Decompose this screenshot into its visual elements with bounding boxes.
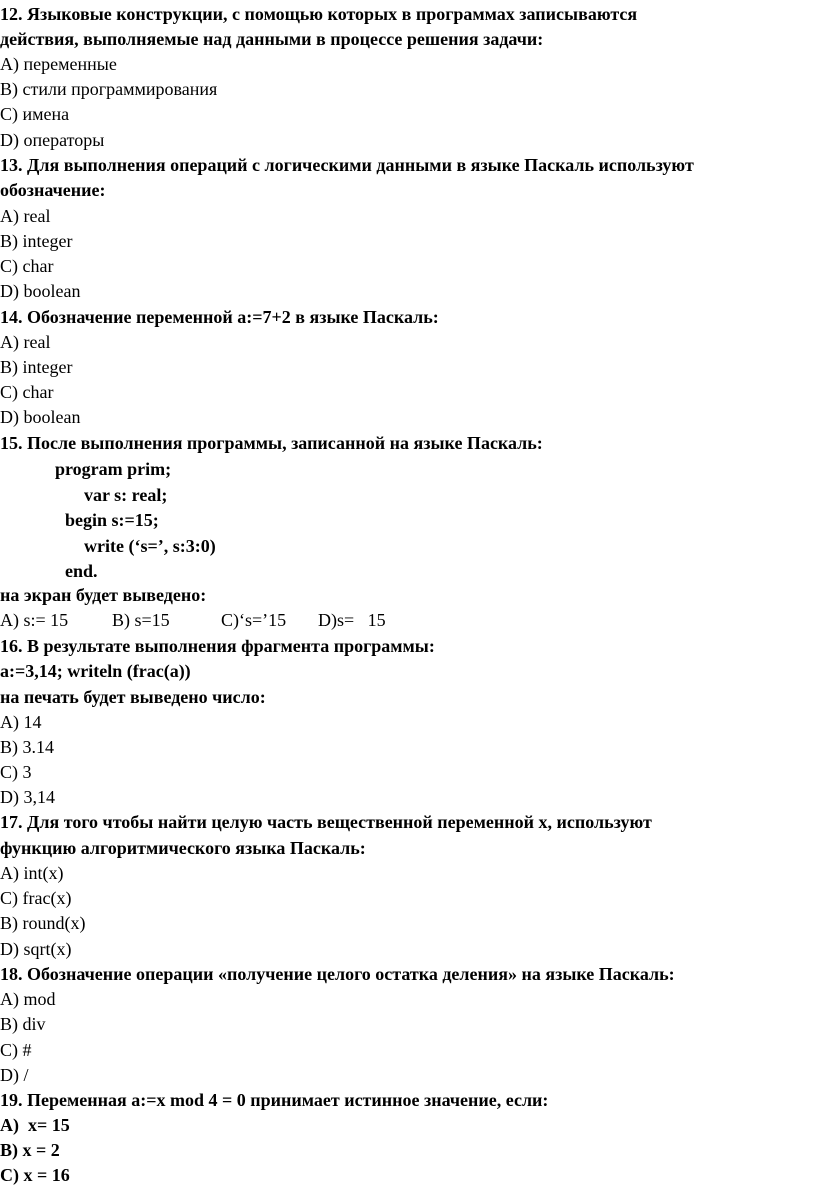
q15-code-line5: end. [65,561,98,581]
q16-option-b: B) 3.14 [0,737,54,757]
q14-option-b: B) integer [0,357,73,377]
q17-title-line2: функцию алгоритмического языка Паскаль: [0,838,366,858]
q12-option-d: D) операторы [0,130,105,150]
q16-option-d: D) 3,14 [0,787,55,807]
q15-option-b: B) s=15 [112,610,170,630]
q16-code: a:=3,14; writeln (frac(a)) [0,661,191,681]
q13-option-b: B) integer [0,231,73,251]
q13-title-line1: 13. Для выполнения операций с логическими данными в языке Паскаль используют [0,155,694,175]
q13-title-line2: обозначение: [0,180,106,200]
q17-title-line1: 17. Для того чтобы найти целую часть вещественной переменной х, используют [0,812,652,832]
q15-option-c: C)‘s=’15 [221,610,287,630]
q12-title-line1: 12. Языковые конструкции, с помощью которых в программах записываются [0,4,638,24]
q19-option-c: C) x = 16 [0,1165,70,1185]
q15-code-line3: begin s:=15; [65,510,159,530]
q18-option-a: A) mod [0,989,56,1009]
q16-title: 16. В результате выполнения фрагмента программы: [0,636,435,656]
q12-option-b: B) стили программирования [0,79,218,99]
q13-option-a: A) real [0,206,51,226]
q14-option-a: A) real [0,332,51,352]
q18-option-b: B) div [0,1014,46,1034]
q16-option-a: A) 14 [0,712,42,732]
q15-title: 15. После выполнения программы, записанной на языке Паскаль: [0,433,543,453]
q12-option-c: C) имена [0,104,70,124]
q17-option-b: B) round(x) [0,913,86,933]
q16-prompt: на печать будет выведено число: [0,687,266,707]
q18-option-c: C) # [0,1040,32,1060]
q19-title: 19. Переменная а:=x mod 4 = 0 принимает истинное значение, если: [0,1090,549,1110]
q16-option-c: C) 3 [0,762,32,782]
q15-option-d: D)s= 15 [318,610,386,630]
q15-code-line4: write (‘s=’, s:3:0) [84,536,216,556]
q18-option-d: D) / [0,1065,29,1085]
q15-option-a: A) s:= 15 [0,610,69,630]
q15-code-line2: var s: real; [84,485,168,505]
q13-option-c: C) char [0,256,54,276]
q19-option-b: B) x = 2 [0,1140,60,1160]
q14-option-d: D) boolean [0,407,81,427]
q15-prompt: на экран будет выведено: [0,585,207,605]
q12-title-line2: действия, выполняемые над данными в процессе решения задачи: [0,29,544,49]
q19-option-a: A) x= 15 [0,1115,70,1135]
q18-title: 18. Обозначение операции «получение целого остатка деления» на языке Паскаль: [0,964,675,984]
q17-option-a: A) int(x) [0,863,64,883]
q17-option-c: C) frac(x) [0,888,72,908]
q13-option-d: D) boolean [0,281,81,301]
q15-options-row [0,608,816,633]
q15-code-line1: program prim; [55,459,172,479]
q14-option-c: C) char [0,382,54,402]
q12-option-a: A) переменные [0,54,117,74]
q14-title: 14. Обозначение переменной а:=7+2 в языке Паскаль: [0,307,439,327]
q17-option-d: D) sqrt(x) [0,939,72,959]
